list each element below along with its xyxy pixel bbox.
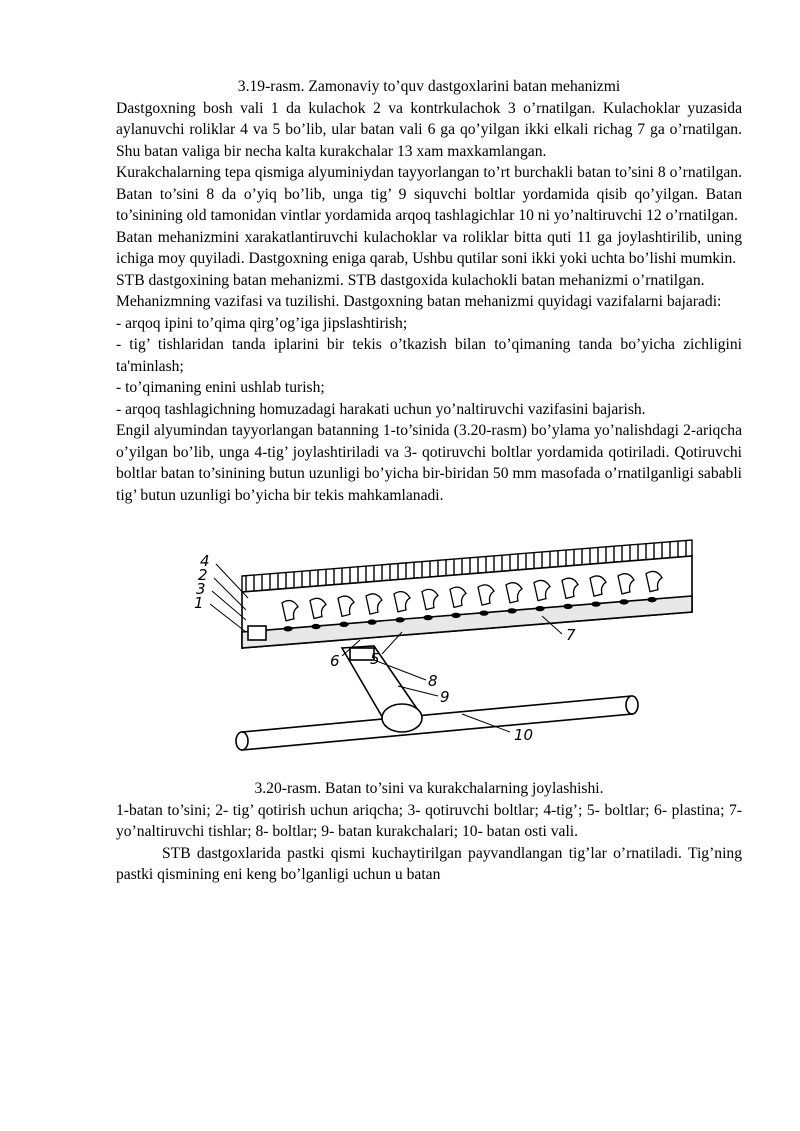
label-5: 5 xyxy=(370,650,380,668)
batan-mechanism-drawing xyxy=(162,536,702,768)
bolt xyxy=(396,618,404,622)
document-page xyxy=(116,76,742,886)
label-10: 10 xyxy=(514,726,534,744)
paragraph-2: Kurakchalarning tepa qismiga alyuminiydan tayyorlangan to’rt burchakli batan to’sini 8 o’rnatilgan. Batan to’sini 8 da o’yiq bo’lib, unga tig’ 9 siquvchi boltlar yordamida qisib qo’yilgan. Batan to’sinining old tamonidan vintlar yordamida arqoq tashlagichlar 10 ni yo’naltiruvchi 12 o’rnatilgan. xyxy=(116,164,742,224)
bolt xyxy=(480,611,488,615)
bolt xyxy=(648,598,656,602)
figure-caption-3-20: 3.20-rasm. Batan to’sini va kurakchalarning joylashishi. xyxy=(254,780,604,797)
paragraph-6: Engil alyumindan tayyorlangan batanning 1-to’sinida (3.20-rasm) bo’ylama yo’nalishdagi 2-ariqcha o’yilgan bo’lib, unga 4-tig’ joylashtiriladi va 3- qotiruvchi boltlar yordamida qotiriladi. Qotiruvchi boltlar batan to’sinining butun uzunligi bo’yicha bir-biridan 50 mm masofada o’rnatilganligi sababli tig’ butun uzunligi bo’yicha bir tekis mahkamlanadi. xyxy=(116,422,742,504)
figure-3-20 xyxy=(116,536,742,774)
paragraph-5: Mehanizmning vazifasi va tuzilishi. Dastgoxning batan mehanizmi quyidagi vazifalarni bajaradi: xyxy=(116,293,722,310)
list-item-4: - arqoq tashlagichning homuzadagi harakati uchun yo’naltiruvchi vazifasini bajarish. xyxy=(116,400,646,418)
label-8: 8 xyxy=(428,672,438,690)
bolt xyxy=(592,602,600,606)
bolt xyxy=(340,622,348,626)
list-item-1: - arqoq ipini to’qima qirg’og’iga jipslashtirish; xyxy=(116,314,408,332)
bolt xyxy=(620,600,628,604)
bolt xyxy=(536,607,544,611)
figure-legend: 1-batan to’sini; 2- tig’ qotirish uchun ariqcha; 3- qotiruvchi boltlar; 4-tig’; 5- boltlar; 6- plastina; 7- yo’naltiruvchi tishlar; 8- boltlar; 9- batan kurakchalari; 10- batan osti vali. xyxy=(116,801,742,840)
paragraph-4: STB dastgoxining batan mehanizmi. STB dastgoxida kulachokli batan mehanizmi o’rnatilgan. xyxy=(116,271,705,289)
label-1: 1 xyxy=(194,594,204,612)
paragraph-1: Dastgoxning bosh vali 1 da kulachok 2 va kontrkulachok 3 o’rnatilgan. Kulachoklar yuzasida aylanuvchi roliklar 4 va 5 bo’lib, ular batan vali 6 ga qo’yilgan ikki elkali richag 7 ga o’rnatilgan. Shu batan valiga bir necha kalta kurakchalar 13 xam maxkamlangan. xyxy=(116,99,742,160)
list-item-3: - to’qimaning enini ushlab turish; xyxy=(116,379,325,396)
label-3: 3 xyxy=(196,580,206,598)
paragraph-3: Batan mehanizmini xarakatlantiruvchi kulachoklar va roliklar bitta quti 11 ga joylashtirilib, uning ichiga moy quyiladi. Dastgoxning eniga qarab, Ushbu qutilar soni ikki yoki uchta bo’lishi mumkin. xyxy=(116,228,742,267)
bolt xyxy=(452,613,460,617)
bolt xyxy=(564,604,572,608)
list-item-2: - tig’ tishlaridan tanda iplarini bir tekis o’tkazish bilan to’qimaning tanda bo’yicha zichligini ta'minlash; xyxy=(116,336,742,375)
bolt xyxy=(284,627,292,631)
bolt xyxy=(424,616,432,620)
label-7: 7 xyxy=(566,626,576,644)
bolt xyxy=(508,609,516,613)
label-9: 9 xyxy=(440,688,450,706)
label-6: 6 xyxy=(330,652,340,670)
figure-caption-3-19: 3.19-rasm. Zamonaviy to’quv dastgoxlarini batan mehanizmi xyxy=(237,78,621,95)
bolt xyxy=(368,620,376,624)
bolt xyxy=(312,625,320,629)
paragraph-7: STB dastgoxlarida pastki qismi kuchaytirilgan payvandlangan tig’lar o’rnatiladi. Tig’ning pastki qismining eni keng bo’lganligi uchun u batan xyxy=(116,844,742,883)
label-4: 4 xyxy=(200,552,210,570)
batan-shaft xyxy=(236,696,638,750)
label-2: 2 xyxy=(198,566,208,584)
